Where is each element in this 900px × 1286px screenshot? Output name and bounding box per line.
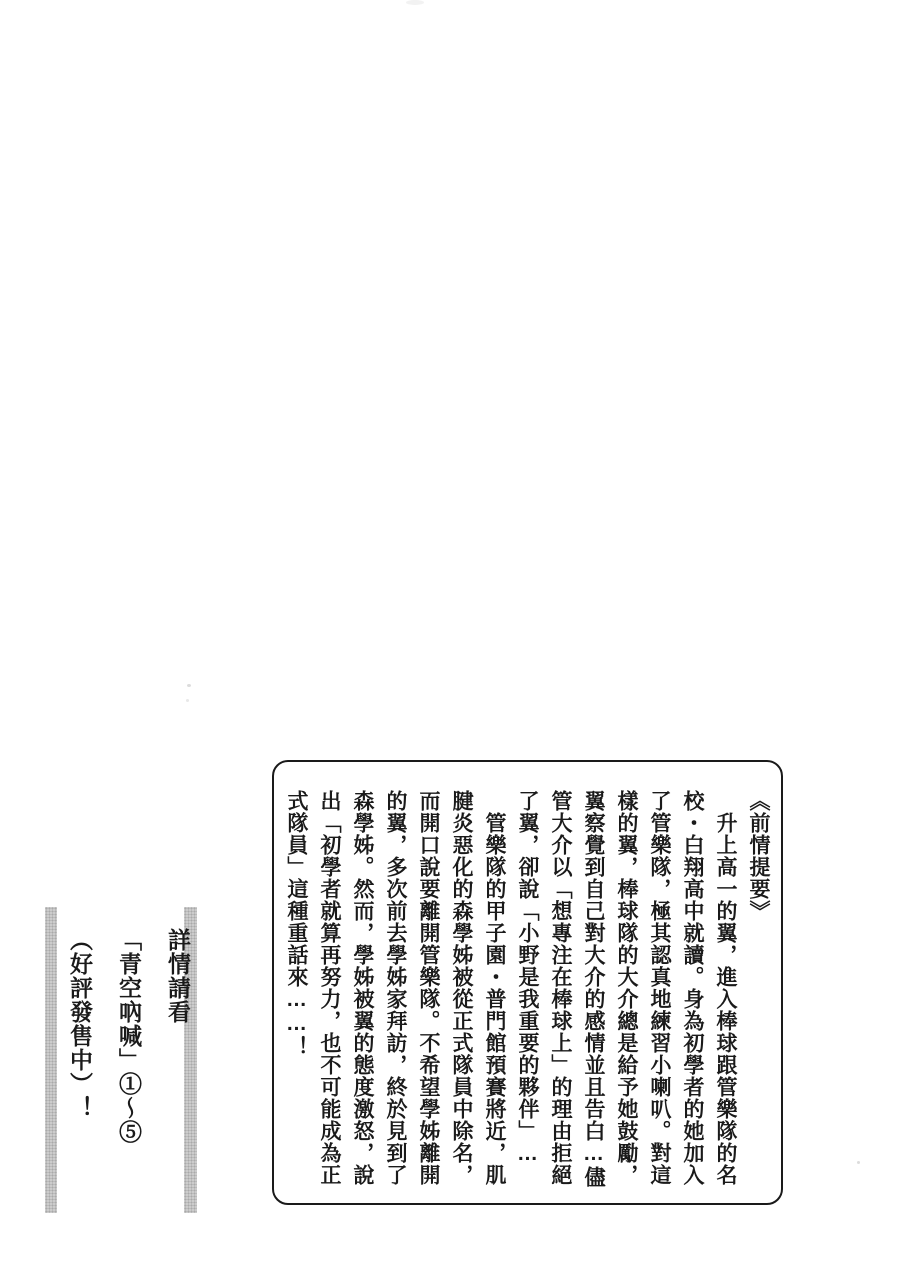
text-column: 出「初學者就算再努力，也不可能成為正 — [318, 790, 341, 1186]
text-column: 翼察覺到自己對大介的感情並且告白…儘 — [582, 790, 605, 1188]
scan-artifact — [857, 1161, 860, 1164]
text-column: （好評發售中）！ — [67, 928, 93, 1120]
recap-text — [280, 790, 775, 1190]
text-column: 樣的翼，棒球隊的大介總是給予她鼓勵， — [615, 790, 638, 1186]
text-column: 森學姊。然而，學姊被翼的態度激怒，說 — [351, 790, 374, 1186]
text-column: 「青空吶喊」①～⑤ — [116, 928, 142, 1144]
text-column: 校・白翔高中就讀。身為初學者的她加入 — [681, 790, 704, 1186]
text-column: 詳情請看 — [165, 928, 191, 1024]
text-column: 的翼，多次前去學姊家拜訪，終於見到了 — [384, 790, 407, 1186]
text-column: 而開口說要離開管樂隊。不希望學姊離開 — [417, 790, 440, 1186]
scan-artifact — [406, 0, 424, 5]
halftone-bar-left — [45, 907, 57, 1213]
text-column: 了翼，卻說「小野是我重要的夥伴」… — [516, 790, 539, 1166]
text-column: 管樂隊的甲子園・普門館預賽將近，肌 — [483, 790, 506, 1186]
scan-artifact — [187, 684, 191, 687]
text-column: 腱炎惡化的森學姊被從正式隊員中除名， — [450, 790, 473, 1186]
text-column: 了管樂隊，極其認真地練習小喇叭。對這 — [648, 790, 671, 1186]
scan-artifact — [186, 699, 189, 702]
recap-title: 《前情提要》 — [747, 790, 770, 922]
recap-box — [272, 760, 783, 1205]
text-column: 升上高一的翼，進入棒球跟管樂隊的名 — [714, 790, 737, 1186]
promo-note — [62, 928, 195, 1180]
text-column: 管大介以「想專注在棒球上」的理由拒絕 — [549, 790, 572, 1186]
text-column: 式隊員」這種重話來……！ — [285, 790, 308, 1058]
